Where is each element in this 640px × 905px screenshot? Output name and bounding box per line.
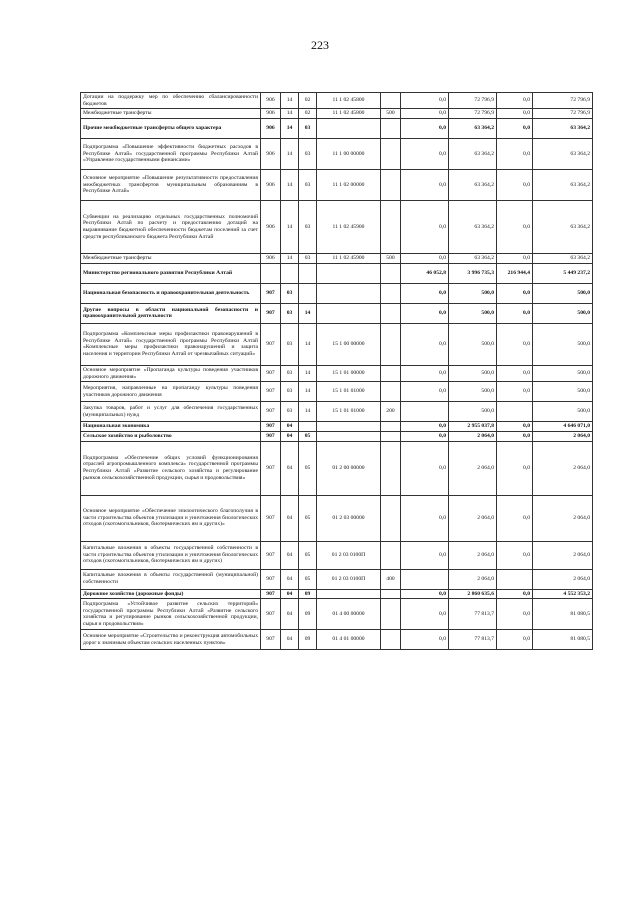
row-target-article: 11 1 02 45900 [317,254,381,264]
row-name: Основное мероприятие «Повышение результативности предоставления межбюджетных трансфертов муниципальным образованиям в Республике Алтай» [81,170,261,201]
row-sum-1: 0,0 [401,431,449,441]
row-name: Сельское хозяйство и рыболовство [81,431,261,441]
row-section: 14 [281,119,299,139]
table-row [81,303,593,323]
row-grbs: 907 [261,589,281,599]
row-section: 14 [281,254,299,264]
row-grbs: 906 [261,201,281,254]
row-subsection: 02 [299,93,317,109]
row-target-article: 01 2 03 0100П [317,569,381,589]
row-sum-3: 0,0 [497,139,533,170]
row-target-article: 01 4 00 00000 [317,599,381,630]
row-sum-1: 0,0 [401,201,449,254]
row-grbs: 907 [261,569,281,589]
row-sum-2: 63 364,2 [449,139,497,170]
row-sum-4: 2 064,0 [533,441,593,495]
row-grbs: 907 [261,422,281,432]
row-target-article [317,263,381,283]
table-row [81,170,593,201]
row-sum-3: 216 944,4 [497,263,533,283]
row-expense-type [381,630,401,650]
row-sum-1: 0,0 [401,630,449,650]
row-sum-3: 0,0 [497,93,533,109]
row-name: Подпрограмма «Комплексные меры профилактики правонарушений в Республике Алтай» государственной программы Республики Алтай «Комплексные меры профилактики правонарушений и защита населения и территории Республики Алтай от чрезвычайных ситуаций» [81,323,261,365]
row-sum-2: 2 064,0 [449,569,497,589]
table-row [81,589,593,599]
row-subsection: 14 [299,303,317,323]
row-section: 04 [281,441,299,495]
row-expense-type [381,365,401,381]
row-expense-type [381,495,401,541]
table-row [81,431,593,441]
row-subsection: 14 [299,382,317,402]
row-sum-4: 500,0 [533,402,593,422]
row-grbs: 907 [261,323,281,365]
row-name: Национальная безопасность и правоохранительная деятельность [81,283,261,303]
table-row [81,254,593,264]
row-sum-3: 0,0 [497,365,533,381]
row-sum-2: 63 364,2 [449,170,497,201]
row-sum-2: 2 860 635,6 [449,589,497,599]
row-sum-3: 0,0 [497,119,533,139]
row-sum-4: 500,0 [533,382,593,402]
row-sum-2: 63 364,2 [449,201,497,254]
row-expense-type [381,119,401,139]
row-expense-type: 500 [381,109,401,119]
row-subsection: 03 [299,170,317,201]
row-sum-1: 0,0 [401,119,449,139]
row-grbs: 907 [261,630,281,650]
row-sum-1: 0,0 [401,109,449,119]
row-name: Закупка товаров, работ и услуг для обеспечения государственных (муниципальных) нужд [81,402,261,422]
table-row [81,283,593,303]
row-expense-type [381,541,401,569]
row-sum-2: 72 796,9 [449,109,497,119]
row-section: 04 [281,422,299,432]
row-grbs: 907 [261,303,281,323]
row-sum-1: 0,0 [401,139,449,170]
row-section: 14 [281,139,299,170]
row-sum-4: 81 080,5 [533,599,593,630]
row-grbs: 906 [261,170,281,201]
row-sum-3: 0,0 [497,323,533,365]
row-sum-3 [497,569,533,589]
row-expense-type [381,599,401,630]
row-sum-4: 2 064,0 [533,431,593,441]
row-grbs: 906 [261,109,281,119]
row-grbs: 907 [261,441,281,495]
row-name: Капитальные вложения в объекты государственной (муниципальной) собственности [81,569,261,589]
row-sum-4: 500,0 [533,283,593,303]
row-sum-4: 5 449 237,2 [533,263,593,283]
table-row [81,263,593,283]
row-target-article [317,422,381,432]
row-expense-type [381,422,401,432]
row-target-article: 11 1 02 00000 [317,170,381,201]
row-target-article: 01 2 03 0100П [317,541,381,569]
row-subsection [299,263,317,283]
row-expense-type: 500 [381,254,401,264]
row-sum-4: 72 796,9 [533,93,593,109]
row-expense-type: 200 [381,402,401,422]
table-row [81,323,593,365]
row-name: Основное мероприятие «Обеспечение эпизоотического благополучия в части строительства объектов утилизации и уничтожения биологических отходов (скотомогильников, биотермических ям и других)» [81,495,261,541]
row-sum-3: 0,0 [497,541,533,569]
row-sum-4: 63 364,2 [533,201,593,254]
table-row [81,441,593,495]
row-section: 03 [281,382,299,402]
row-subsection: 14 [299,365,317,381]
row-sum-2: 72 796,9 [449,93,497,109]
row-expense-type [381,589,401,599]
row-name: Подпрограмма «Устойчивое развитие сельских территорий» государственной программы Республики Алтай «Развитие сельского хозяйства и регулирование рынков сельскохозяйственной продукции, сырья и продовольствия» [81,599,261,630]
row-section: 04 [281,541,299,569]
row-expense-type [381,303,401,323]
row-sum-1: 0,0 [401,441,449,495]
row-sum-2: 500,0 [449,323,497,365]
row-sum-1: 0,0 [401,422,449,432]
row-section: 04 [281,495,299,541]
row-subsection [299,283,317,303]
table-row [81,93,593,109]
row-subsection: 09 [299,589,317,599]
row-name: Дотации на поддержку мер по обеспечению сбалансированности бюджетов [81,93,261,109]
row-section: 14 [281,201,299,254]
row-section: 14 [281,170,299,201]
row-expense-type [381,139,401,170]
row-target-article: 15 1 01 01000 [317,402,381,422]
row-sum-1: 0,0 [401,599,449,630]
row-name: Основное мероприятие «Пропаганда культуры поведения участников дорожного движения» [81,365,261,381]
row-sum-3: 0,0 [497,441,533,495]
row-target-article: 01 2 03 00000 [317,495,381,541]
row-name: Министерство регионального развития Республики Алтай [81,263,261,283]
table-row [81,139,593,170]
table-row [81,599,593,630]
row-subsection: 05 [299,541,317,569]
row-expense-type [381,201,401,254]
row-expense-type [381,93,401,109]
row-expense-type [381,382,401,402]
row-section: 03 [281,323,299,365]
row-sum-3: 0,0 [497,303,533,323]
row-grbs: 907 [261,599,281,630]
row-target-article [317,589,381,599]
row-target-article: 15 1 01 01000 [317,382,381,402]
row-sum-2: 500,0 [449,402,497,422]
row-sum-4: 4 552 353,2 [533,589,593,599]
row-sum-3: 0,0 [497,495,533,541]
page-number: 223 [311,38,329,52]
row-subsection: 05 [299,495,317,541]
row-name: Прочие межбюджетные трансферты общего характера [81,119,261,139]
row-sum-4: 63 364,2 [533,170,593,201]
row-expense-type: 400 [381,569,401,589]
row-section [281,263,299,283]
row-sum-3 [497,402,533,422]
row-name: Дорожное хозяйство (дорожные фонды) [81,589,261,599]
row-section: 03 [281,402,299,422]
table-row [81,541,593,569]
row-subsection: 02 [299,109,317,119]
row-subsection: 09 [299,630,317,650]
row-expense-type [381,263,401,283]
row-subsection: 05 [299,431,317,441]
row-sum-1: 0,0 [401,323,449,365]
row-grbs: 907 [261,283,281,303]
row-sum-1: 46 052,8 [401,263,449,283]
row-target-article: 11 1 02 45800 [317,93,381,109]
row-sum-3: 0,0 [497,254,533,264]
row-sum-4: 500,0 [533,323,593,365]
row-subsection: 14 [299,323,317,365]
row-target-article: 01 2 00 00000 [317,441,381,495]
row-name: Капитальные вложения в объекты государственной собственности в части строительства объектов утилизации и уничтожения биологических отходов (скотомогильников, биотермических ям и других) [81,541,261,569]
row-target-article [317,303,381,323]
row-target-article [317,283,381,303]
row-subsection: 03 [299,254,317,264]
row-grbs [261,263,281,283]
row-sum-4: 2 064,0 [533,541,593,569]
row-sum-3: 0,0 [497,283,533,303]
row-grbs: 907 [261,402,281,422]
row-sum-3: 0,0 [497,599,533,630]
row-section: 04 [281,431,299,441]
row-section: 14 [281,93,299,109]
row-sum-1: 0,0 [401,303,449,323]
row-target-article: 11 1 02 45800 [317,109,381,119]
row-subsection: 05 [299,569,317,589]
row-grbs: 907 [261,365,281,381]
row-section: 03 [281,303,299,323]
table-row [81,119,593,139]
row-sum-2: 77 813,7 [449,599,497,630]
row-section: 14 [281,109,299,119]
row-subsection: 14 [299,402,317,422]
row-sum-3: 0,0 [497,589,533,599]
row-name: Основное мероприятие «Строительство и реконструкция автомобильных дорог к значимым объектам сельских населенных пунктов» [81,630,261,650]
row-sum-4: 63 364,2 [533,254,593,264]
row-sum-4: 500,0 [533,303,593,323]
row-sum-1: 0,0 [401,365,449,381]
row-sum-2: 500,0 [449,283,497,303]
table-row [81,495,593,541]
row-sum-1: 0,0 [401,254,449,264]
row-subsection: 03 [299,201,317,254]
row-grbs: 907 [261,431,281,441]
row-sum-2: 2 064,0 [449,441,497,495]
row-sum-3: 0,0 [497,170,533,201]
row-grbs: 906 [261,139,281,170]
row-section: 04 [281,630,299,650]
row-sum-1: 0,0 [401,93,449,109]
row-section: 04 [281,569,299,589]
row-sum-1 [401,569,449,589]
row-grbs: 907 [261,495,281,541]
row-grbs: 906 [261,93,281,109]
row-name: Субвенции на реализацию отдельных государственных полномочий Республики Алтай по расчету и предоставлению дотаций на выравнивание бюджетной обеспеченности бюджетам поселений за счет средств республиканского бюджета Республики Алтай [81,201,261,254]
row-sum-1: 0,0 [401,382,449,402]
row-section: 04 [281,589,299,599]
row-sum-3: 0,0 [497,422,533,432]
row-sum-1: 0,0 [401,541,449,569]
row-target-article: 15 1 01 00000 [317,365,381,381]
row-sum-3: 0,0 [497,630,533,650]
row-sum-3: 0,0 [497,109,533,119]
row-sum-2: 2 064,0 [449,431,497,441]
table-row [81,569,593,589]
row-sum-2: 2 955 037,8 [449,422,497,432]
row-sum-4: 81 080,5 [533,630,593,650]
row-section: 03 [281,283,299,303]
row-grbs: 907 [261,541,281,569]
row-sum-1: 0,0 [401,283,449,303]
row-sum-2: 63 364,2 [449,119,497,139]
row-sum-3: 0,0 [497,201,533,254]
table-row [81,382,593,402]
row-section: 04 [281,599,299,630]
row-section: 03 [281,365,299,381]
row-expense-type [381,170,401,201]
table-row [81,109,593,119]
row-sum-1: 0,0 [401,589,449,599]
row-target-article [317,431,381,441]
row-sum-2: 500,0 [449,303,497,323]
row-expense-type [381,431,401,441]
row-grbs: 906 [261,254,281,264]
row-sum-4: 63 364,2 [533,119,593,139]
row-target-article [317,119,381,139]
row-subsection: 09 [299,599,317,630]
row-expense-type [381,283,401,303]
row-name: Межбюджетные трансферты [81,254,261,264]
row-sum-2: 500,0 [449,382,497,402]
row-sum-2: 2 064,0 [449,541,497,569]
row-sum-4: 500,0 [533,365,593,381]
table-row [81,402,593,422]
row-expense-type [381,323,401,365]
row-subsection [299,422,317,432]
row-sum-4: 63 364,2 [533,139,593,170]
row-name: Другие вопросы в области национальной безопасности и правоохранительной деятельности [81,303,261,323]
row-sum-1: 0,0 [401,170,449,201]
row-subsection: 03 [299,119,317,139]
row-name: Национальная экономика [81,422,261,432]
row-sum-4: 2 064,0 [533,495,593,541]
row-sum-2: 2 064,0 [449,495,497,541]
table-row [81,630,593,650]
row-sum-2: 3 996 735,3 [449,263,497,283]
row-sum-2: 63 364,2 [449,254,497,264]
table-row [81,422,593,432]
row-target-article: 01 4 01 00000 [317,630,381,650]
row-target-article: 11 1 00 00000 [317,139,381,170]
row-target-article: 15 1 00 00000 [317,323,381,365]
row-sum-1: 0,0 [401,495,449,541]
row-sum-3: 0,0 [497,431,533,441]
row-grbs: 907 [261,382,281,402]
table-row [81,365,593,381]
row-subsection: 03 [299,139,317,170]
row-target-article: 11 1 02 45900 [317,201,381,254]
row-sum-4: 2 064,0 [533,569,593,589]
row-name: Межбюджетные трансферты [81,109,261,119]
row-name: Мероприятия, направленные на пропаганду культуры поведения участников дорожного движения [81,382,261,402]
row-grbs: 906 [261,119,281,139]
row-subsection: 05 [299,441,317,495]
budget-table-body [81,93,593,650]
table-row [81,201,593,254]
row-sum-4: 72 796,9 [533,109,593,119]
budget-table [80,92,593,650]
row-sum-1 [401,402,449,422]
row-expense-type [381,441,401,495]
row-sum-2: 77 813,7 [449,630,497,650]
row-sum-3: 0,0 [497,382,533,402]
row-sum-2: 500,0 [449,365,497,381]
row-sum-4: 4 646 071,0 [533,422,593,432]
row-name: Подпрограмма «Обеспечение общих условий функционирования отраслей агропромышленного комплекса» государственной программы Республики Алтай «Развитие сельского хозяйства и регулирование рынков сельскохозяйственной продукции, сырья и продовольствия» [81,441,261,495]
row-name: Подпрограмма «Повышение эффективности бюджетных расходов в Республике Алтай» государственной программы Республики Алтай «Управление государственными финансами» [81,139,261,170]
